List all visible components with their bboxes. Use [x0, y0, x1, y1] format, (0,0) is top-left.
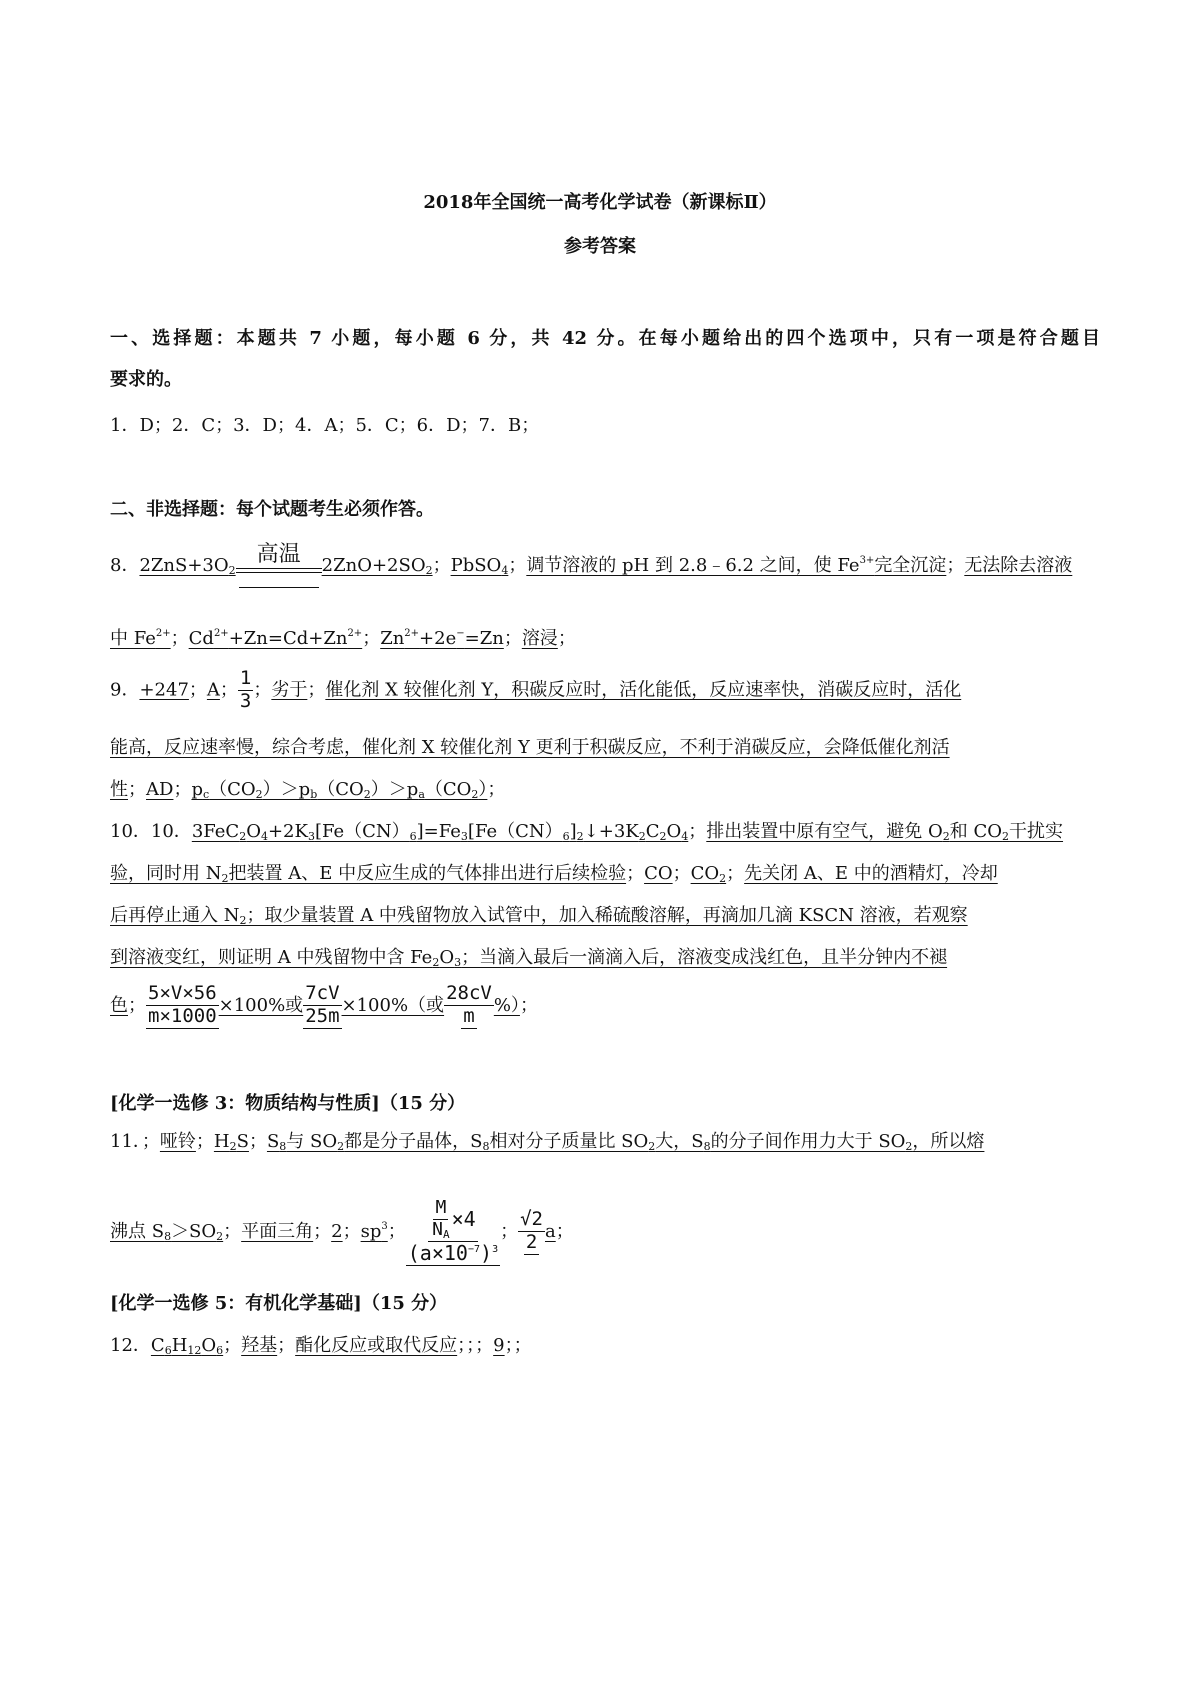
q8-answer-c: 调节溶液的 pH 到 2.8﹣6.2 之间，使 $Fe^{3+}$完全沉淀	[526, 555, 947, 576]
q9-answer-d2: 能高，反应速率慢，综合考虑，催化剂 X 较催化剂 Y 更利于积碳反应，不利于消碳反应，会降低催化剂活	[110, 737, 950, 758]
section2-heading: 二、非选择题：每个试题考生必须作答。	[110, 499, 434, 520]
q10-answer-a: 排出装置中原有空气，避免 $O_2$和 $CO_2$干扰实	[706, 821, 1064, 843]
q8-answer-b: PbSO$_4$	[450, 555, 509, 577]
q9-fraction-den: 3	[239, 689, 252, 712]
q8-line1: 8．$2ZnS+3O_2$ 高温 $2ZnO+2SO_2$；PbSO$_4$；调节溶液的 pH 到 2.8﹣6.2 之间，使 $Fe^{3+}$完全沉淀；无法除去溶液	[110, 544, 1100, 600]
q8-double-arrow	[236, 568, 322, 573]
q8-condition-underline	[239, 587, 319, 588]
q10-mid-1: ×100%或	[218, 995, 304, 1016]
section1-answers: 1．D；2．C；3．D；4．A；5．C；6．D；7．B；	[110, 415, 540, 436]
q10-line2: 验，同时用 $N_2$把装置 A、E 中反应生成的气体排出进行后续检验；CO；$CO_2$；先关闭 A、E 中的酒精灯，冷却	[110, 863, 998, 885]
page-title: 2018年全国统一高考化学试卷（新课标Ⅱ）	[423, 192, 777, 213]
q10-fraction-3: $\frac{28cV}{m}$	[446, 982, 492, 1027]
page-subtitle: 参考答案	[564, 236, 636, 257]
q10-answer-line3b: ；取少量装置 A 中残留物放入试管中，加入稀硫酸溶解，再滴加几滴 KSCN 溶液，若观察	[246, 905, 968, 926]
q9-answer-b: A	[206, 679, 220, 701]
q11-answer-a: 哑铃	[159, 1131, 196, 1152]
q8-answer-g: $Zn^{2+}+2e^-=Zn$	[380, 628, 504, 649]
q11-line2: 沸点 $S_8>SO_2$；平面三角；2；$sp^3$； $\frac{M}{N_A}$ ×4 $(a\times 10^{-7})^3$ ； $\frac{√2}{2}$ a；	[110, 1196, 574, 1266]
q9-answer-f: $p_c(CO_2)>p_b(CO_2)>p_a(CO_2)$	[191, 779, 488, 801]
q11-answer-d: 沸点 $S_8>SO_2$	[110, 1221, 224, 1243]
section1-heading-line1: 一、选择题：本题共 7 小题，每小题 6 分，共 42 分。在每小题给出的四个选项中，只有一项是符合题目	[110, 328, 1100, 349]
q12-number: 12．	[110, 1335, 151, 1356]
q9-line2	[110, 734, 1100, 762]
q9-fraction-num: 1	[239, 667, 252, 689]
q11-number: 11．；	[110, 1131, 160, 1152]
q10-fraction-2: $\frac{7cV}{25m}$	[305, 982, 340, 1027]
q10-answer-line3: 后再停止通入 $N_2$	[110, 905, 247, 927]
q11-density-fraction: $\frac{M}{N_A}$ ×4 $(a\times 10^{-7})^3$	[407, 1196, 499, 1266]
q8-answer-f: $Cd^{2+}+Zn=Cd+Zn^{2+}$	[188, 628, 363, 649]
q10-answer-d: $CO_2$	[690, 863, 727, 885]
q9-answer-d3: 性	[110, 779, 128, 800]
q9-answer-c: 劣于	[271, 679, 308, 701]
q10-line3	[110, 902, 1100, 935]
q10-line4	[110, 944, 1100, 977]
q8-reaction: $2ZnS+3O_2$	[139, 555, 236, 577]
q11-answer-c: $S_8$与 $SO_2$都是分子晶体，$S_8$相对分子质量比 $SO_2$大，$S_8$的分子间作用力大于 $SO_2$，所以熔	[266, 1131, 985, 1153]
q11-answer-b: $H_2S$	[213, 1131, 249, 1153]
q10-answer-c: CO	[644, 863, 673, 884]
section1-heading-line2: 要求的。	[110, 369, 182, 390]
q10-answer-b: 验，同时用 $N_2$把装置 A、E 中反应生成的气体排出进行后续检验	[110, 863, 627, 885]
q10-answer-line4c: ；当滴入最后一滴滴入后，溶液变成浅红色，且半分钟内不褪	[461, 947, 948, 968]
q9-answer-a: +247	[139, 679, 189, 701]
q8-product: $2ZnO+2SO_2$	[321, 555, 433, 577]
q10-mid-3: %）	[493, 995, 520, 1016]
q11-answer-g: $sp^3$	[360, 1221, 388, 1242]
q11-line1: 11．；哑铃；$H_2S$；$S_8$与 $SO_2$都是分子晶体，$S_8$相对分子质量比 $SO_2$大，$S_8$的分子间作用力大于 $SO_2$，所以熔	[110, 1131, 985, 1153]
q11-answer-f: 2	[331, 1221, 343, 1242]
q9-number: 9．	[110, 679, 140, 701]
q10-answer-e: 先关闭 A、E 中的酒精灯，冷却	[744, 863, 998, 884]
q9-line1: 9．+247；A； $\frac{1}{3}$ ；劣于；催化剂 X 较催化剂 Y，积碳反应时，活化能低，反应速率快，消碳反应时，活化	[110, 667, 962, 712]
q10-number: 10．10．	[110, 821, 192, 842]
q8-answer-e: 中 $Fe^{2+}$	[110, 628, 171, 649]
section4-heading: [化学一选修 5：有机化学基础]（15 分）	[110, 1293, 448, 1314]
q8-condition-text: 高温	[256, 542, 301, 567]
q8-answer-d: 无法除去溶液	[964, 555, 1073, 576]
q8-answer-h: 溶浸	[521, 628, 558, 649]
q10-line5: 色； $\frac{5\times V\times 56}{m\times 1000}$ ×100%或 $\frac{7cV}{25m}$ ×100%（或 $\frac{28cV}{m}$ %）；	[110, 982, 538, 1027]
q10-line1: 10．10．$3FeC_2O_4+2K_3[Fe(CN)_6]=Fe_3[Fe(CN)_6]_2↓+3K_2C_2O_4$；排出装置中原有空气，避免 $O_2$和 $CO_2$干扰实	[110, 821, 1064, 843]
q11-answer-e: 平面三角	[241, 1221, 314, 1242]
q11-a-unit: a	[544, 1221, 556, 1242]
q12-answer-d: 9	[493, 1335, 505, 1356]
q9-answer-d1: 催化剂 X 较催化剂 Y，积碳反应时，活化能低，反应速率快，消碳反应时，活化	[325, 679, 962, 701]
q10-mid-2: ×100%（或	[341, 995, 445, 1016]
q10-answer-line4: 到溶液变红，则证明 A 中残留物中含 $Fe_2O_3$	[110, 947, 462, 969]
section3-heading: [化学一选修 3：物质结构与性质]（15 分）	[110, 1093, 466, 1114]
q10-answer-line5a: 色	[110, 995, 128, 1016]
q9-fraction	[238, 668, 253, 713]
q10-fraction-1: $\frac{5\times V\times 56}{m\times 1000}$	[148, 982, 217, 1027]
q8-condition	[236, 544, 322, 588]
q9-line3: 性；AD；$p_c(CO_2)>p_b(CO_2)>p_a(CO_2)$；	[110, 779, 506, 801]
q9-answer-e: AD	[146, 779, 174, 800]
q8-number: 8．	[110, 555, 140, 576]
q12-answer-b: 羟基	[241, 1335, 278, 1356]
q11-sqrt-fraction: $\frac{√2}{2}$	[520, 1208, 543, 1253]
q12-line1: 12．$C_6H_{12}O_6$；羟基；酯化反应或取代反应；；；9；；	[110, 1335, 532, 1357]
q10-equation: $3FeC_2O_4+2K_3[Fe(CN)_6]=Fe_3[Fe(CN)_6]_2↓+3K_2C_2O_4$	[191, 821, 689, 843]
q12-answer-a: $C_6H_{12}O_6$	[150, 1335, 224, 1357]
q12-answer-c: 酯化反应或取代反应	[295, 1335, 458, 1356]
q8-line2: 中 $Fe^{2+}$；$Cd^{2+}+Zn=Cd+Zn^{2+}$；$Zn^{2+}+2e^-=Zn$；溶浸；	[110, 628, 576, 649]
